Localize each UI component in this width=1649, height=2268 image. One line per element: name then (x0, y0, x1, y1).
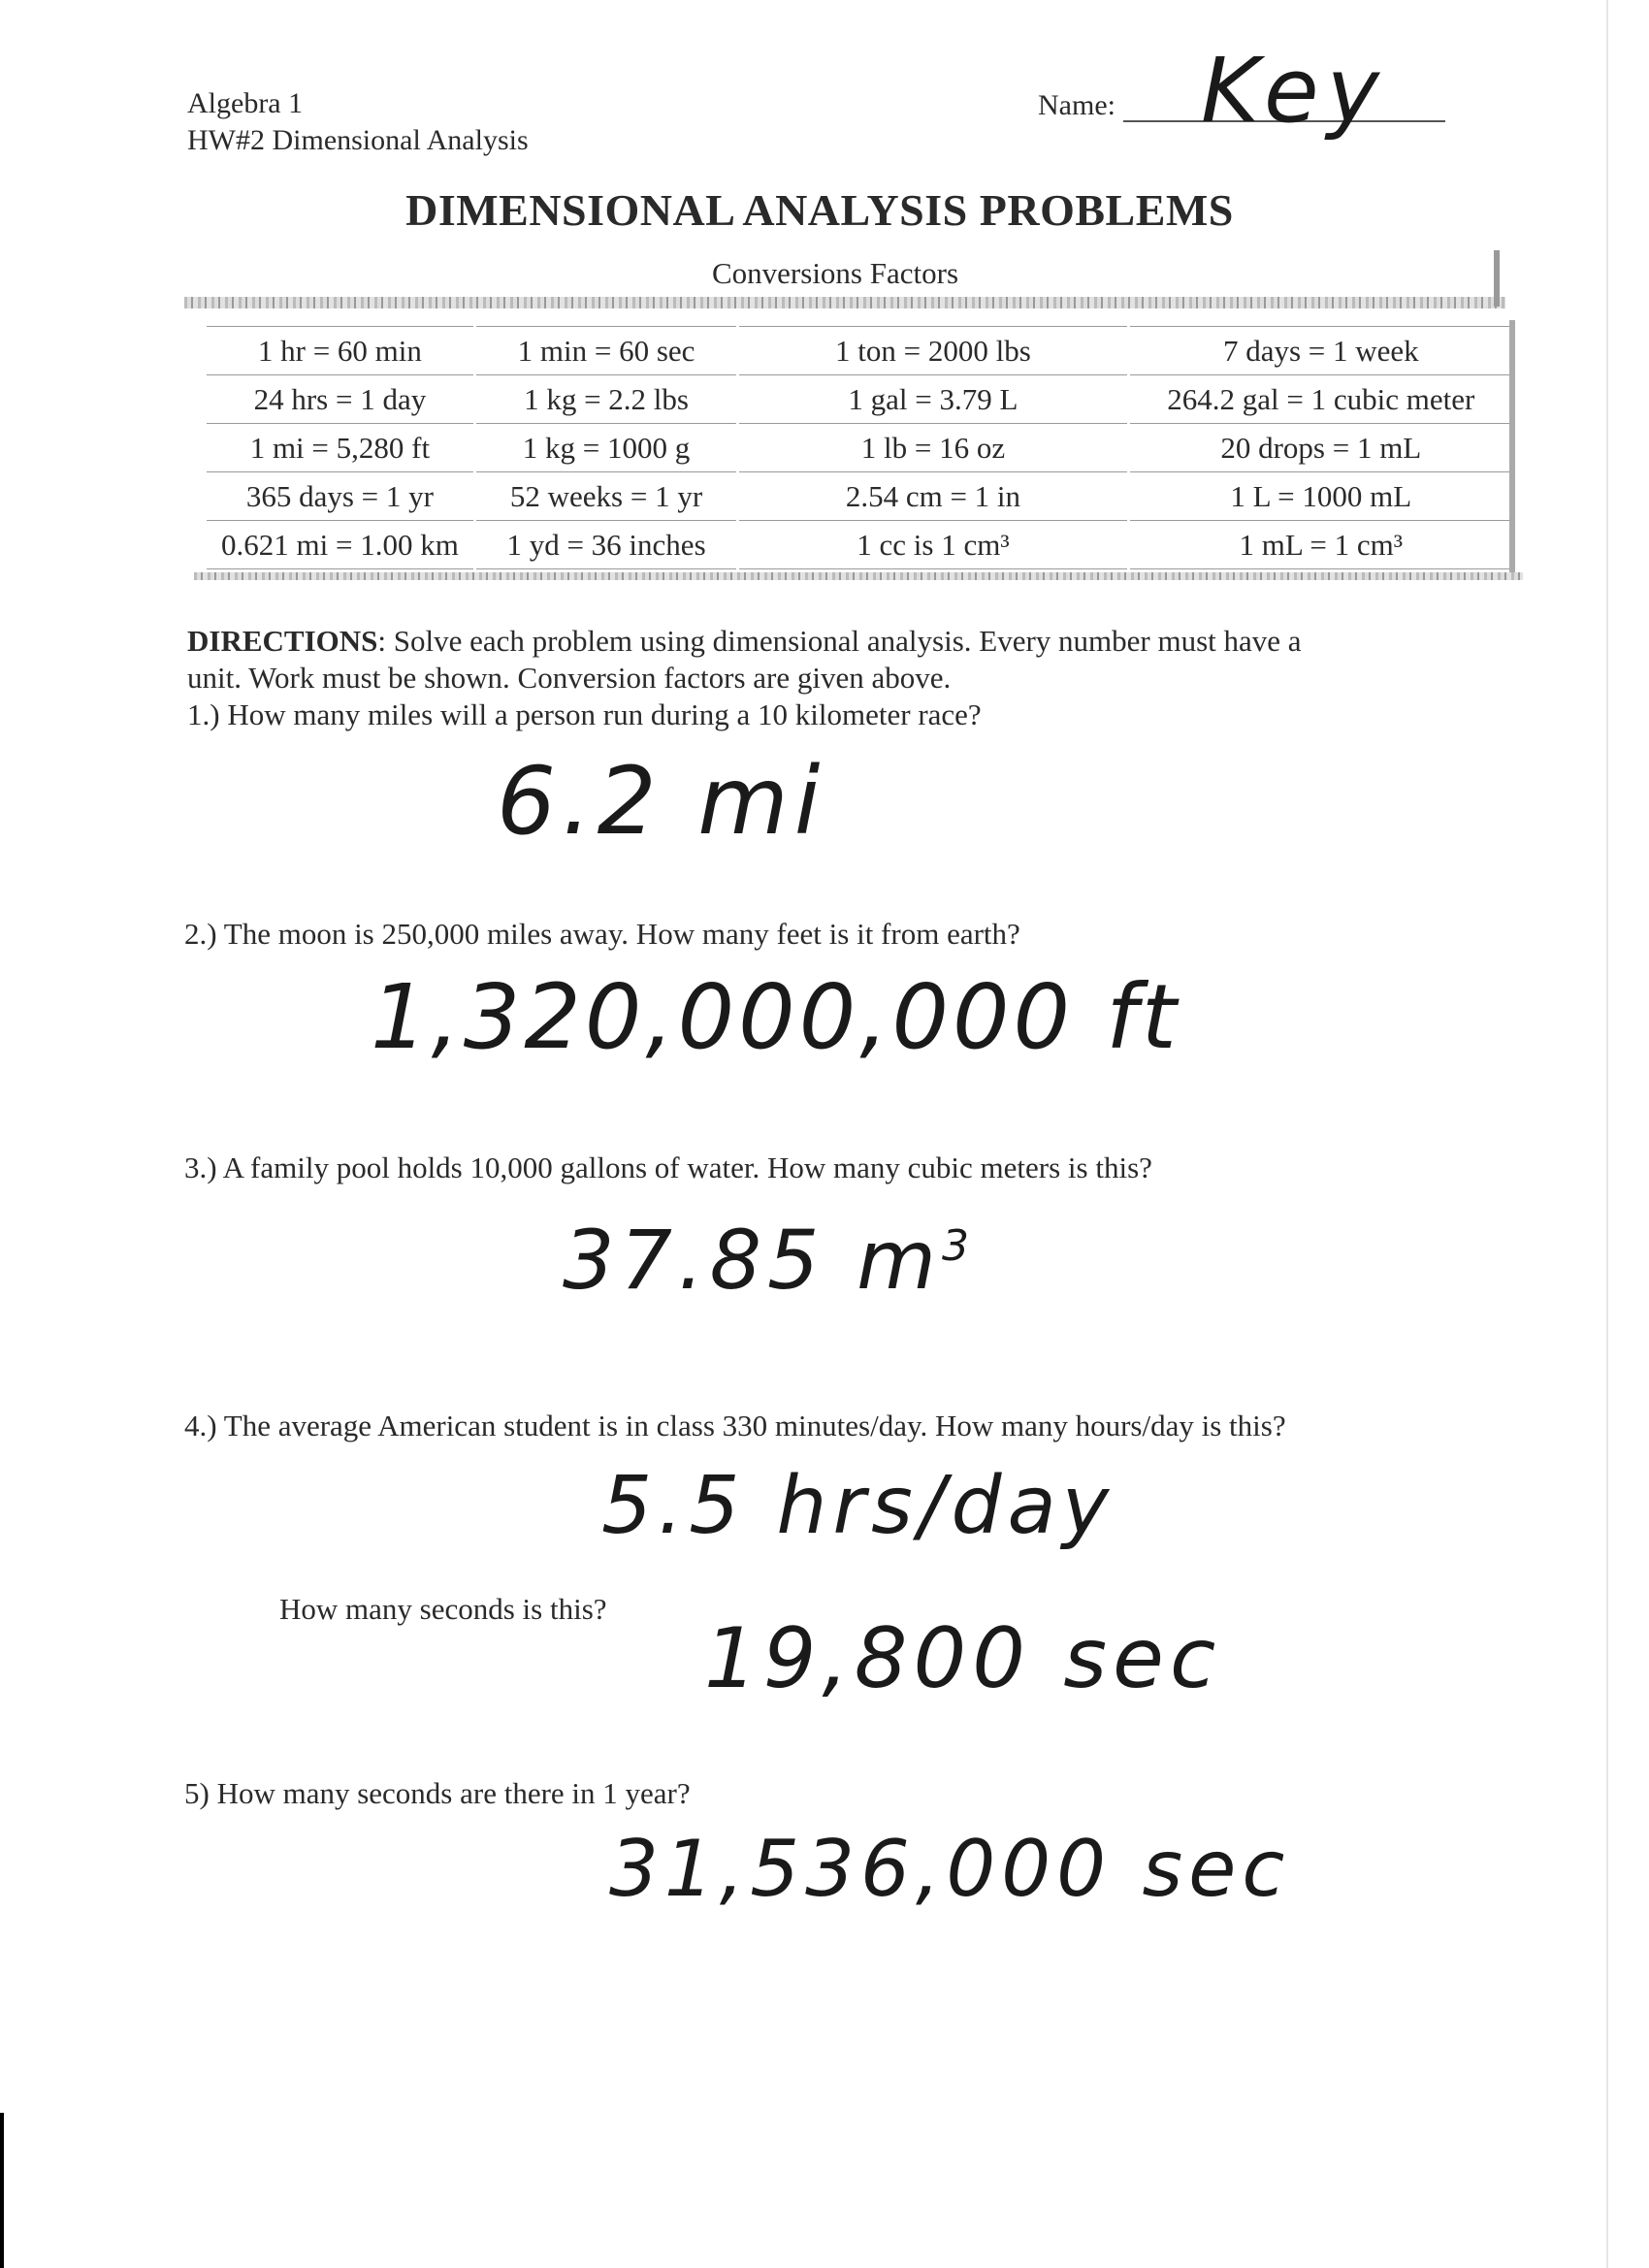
answer-2: 1,320,000,000 ft (371, 965, 1180, 1069)
answer-3-value: 37.85 m (563, 1213, 943, 1308)
directions-text-1: : Solve each problem using dimensional analysis. Every number must have a (377, 624, 1302, 658)
conversion-row (206, 375, 1514, 424)
name-label: Name: (1038, 89, 1116, 121)
conversions-heading: Conversions Factors (712, 256, 959, 290)
answer-3 (563, 1213, 975, 1308)
assignment-label: HW#2 Dimensional Analysis (187, 124, 529, 156)
conversion-cell (1128, 424, 1513, 472)
question-1: 1.) How many miles will a person run during a 10 kilometer race? (187, 697, 982, 731)
conversion-factor: 1 yd = 36 inches (506, 527, 706, 562)
conversion-factor: 365 days = 1 yr (245, 478, 434, 513)
conversion-row (206, 521, 1514, 569)
question-3: 3.) A family pool holds 10,000 gallons of water. How many cubic meters is this? (184, 1150, 1152, 1184)
conversion-cell (474, 521, 738, 569)
answer-5: 31,536,000 sec (609, 1824, 1291, 1914)
conversion-cell (206, 521, 475, 569)
conversion-factor: 1 mL = 1 cm³ (1239, 527, 1404, 562)
conversion-factor: 264.2 gal = 1 cubic meter (1167, 381, 1475, 416)
conversion-cell (738, 375, 1128, 424)
conversion-cell (738, 327, 1128, 375)
conversion-cell (474, 375, 738, 424)
conversion-factor: 1 gal = 3.79 L (848, 381, 1018, 416)
answer-4b: 19,800 sec (704, 1610, 1222, 1707)
conversion-factor: 1 L = 1000 mL (1230, 478, 1412, 513)
conversion-cell (474, 327, 738, 375)
scan-edge-mark (0, 2113, 4, 2268)
conversion-cell (738, 424, 1128, 472)
conversion-factor: 1 kg = 2.2 lbs (524, 381, 689, 416)
directions-text-2: unit. Work must be shown. Conversion factors are given above. (187, 661, 952, 695)
conversion-cell (206, 375, 475, 424)
conversion-row (206, 327, 1514, 375)
conversion-cell (206, 424, 475, 472)
conversion-factor: 52 weeks = 1 yr (509, 478, 703, 513)
table-top-band (184, 297, 1505, 308)
conversion-factor: 1 min = 60 sec (517, 333, 695, 368)
directions-label: DIRECTIONS (187, 624, 378, 658)
course-label: Algebra 1 (187, 87, 304, 119)
conversion-cell (1128, 375, 1513, 424)
conversion-cell (738, 472, 1128, 521)
conversion-factor: 1 hr = 60 min (257, 333, 422, 368)
conversion-row (206, 424, 1514, 472)
name-handwritten: Key (1201, 39, 1388, 143)
conversion-factor: 0.621 mi = 1.00 km (220, 527, 459, 562)
question-4: 4.) The average American student is in class 330 minutes/day. How many hours/day is this? (184, 1409, 1286, 1442)
table-corner-mark (1494, 250, 1500, 307)
conversion-cell (206, 472, 475, 521)
table-bottom-band (194, 572, 1523, 580)
conversion-cell (474, 424, 738, 472)
conversion-cell (1128, 472, 1513, 521)
conversion-cell (1128, 521, 1513, 569)
conversion-factors-table (204, 326, 1515, 569)
conversion-factor: 1 ton = 2000 lbs (835, 333, 1031, 368)
conversion-factor: 7 days = 1 week (1222, 333, 1419, 368)
conversion-cell (474, 472, 738, 521)
answer-4: 5.5 hrs/day (601, 1460, 1116, 1552)
conversion-factor: 1 mi = 5,280 ft (249, 430, 431, 465)
question-5: 5) How many seconds are there in 1 year? (184, 1776, 691, 1810)
answer-3-exponent: 3 (942, 1221, 976, 1271)
conversion-cell (1128, 327, 1513, 375)
conversion-factor: 20 drops = 1 mL (1220, 430, 1422, 465)
page-title: DIMENSIONAL ANALYSIS PROBLEMS (405, 185, 1234, 235)
conversion-factor: 1 kg = 1000 g (522, 430, 691, 465)
conversion-cell (738, 521, 1128, 569)
question-4b: How many seconds is this? (279, 1592, 607, 1626)
directions (187, 623, 1468, 697)
answer-1: 6.2 mi (497, 747, 826, 856)
conversion-factor: 2.54 cm = 1 in (845, 478, 1021, 513)
conversion-cell (206, 327, 475, 375)
conversion-factor: 1 lb = 16 oz (860, 430, 1006, 465)
scan-right-edge (1606, 0, 1608, 2268)
conversion-factor: 24 hrs = 1 day (253, 381, 427, 416)
conversion-row (206, 472, 1514, 521)
question-2: 2.) The moon is 250,000 miles away. How many feet is it from earth? (184, 917, 1020, 951)
table-right-edge (1509, 320, 1515, 574)
conversion-factor: 1 cc is 1 cm³ (857, 527, 1010, 562)
